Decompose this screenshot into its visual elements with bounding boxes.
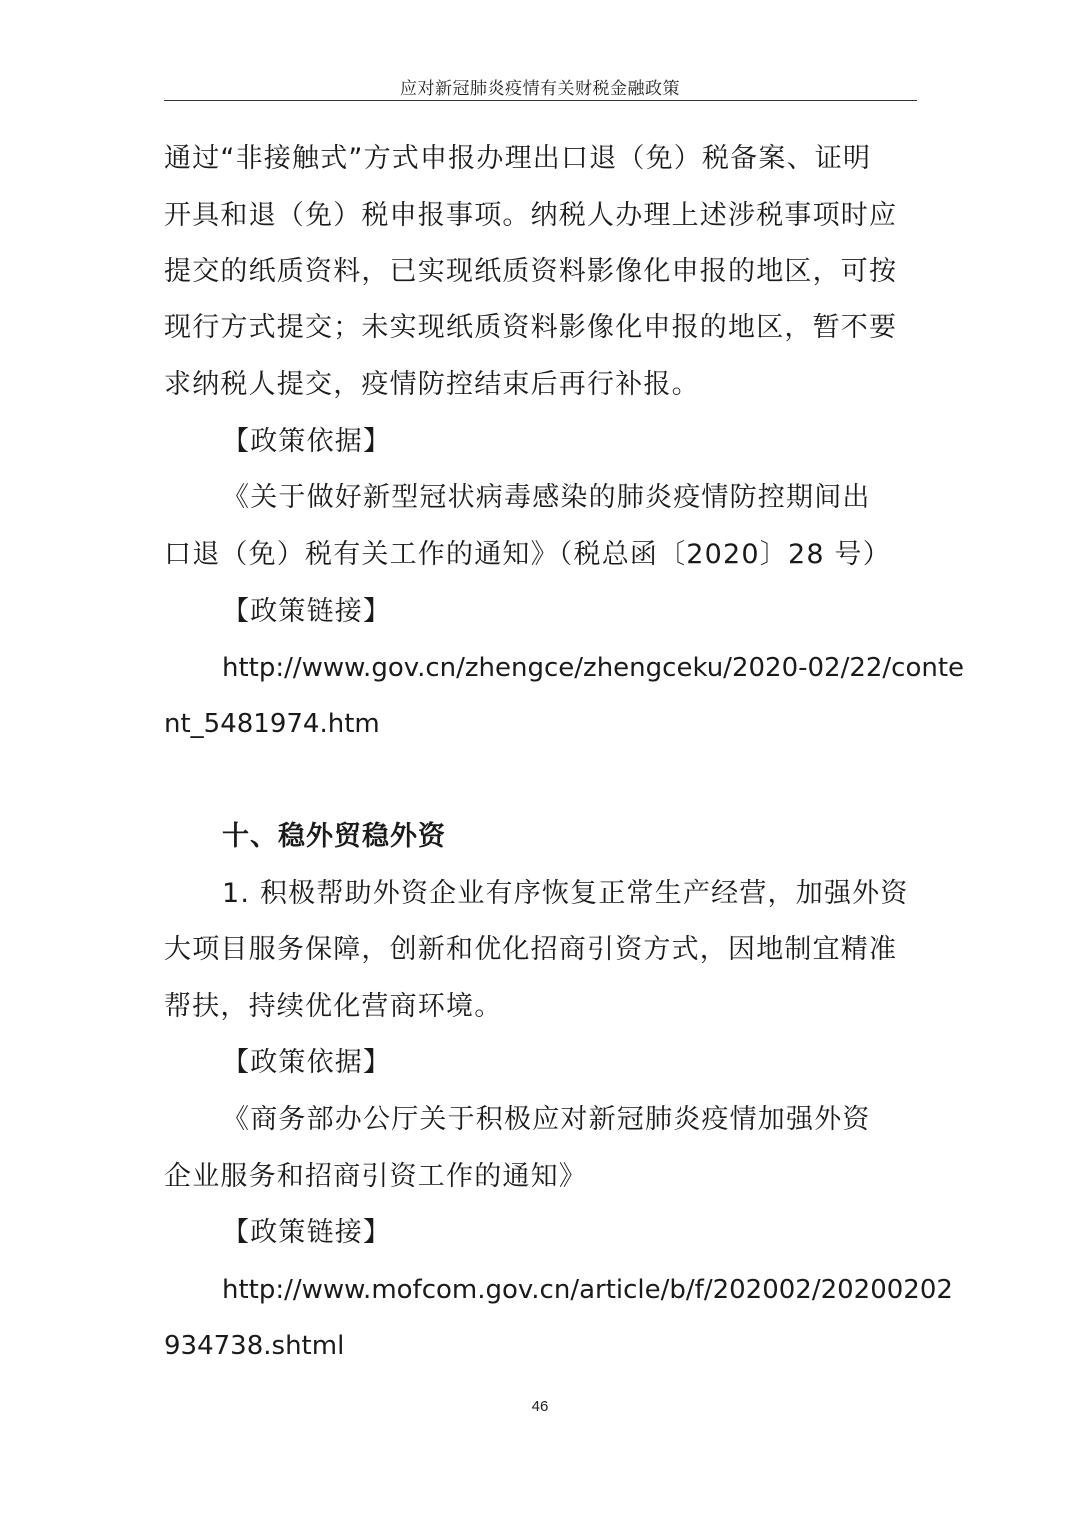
policy-basis-label: 【政策依据】 bbox=[222, 426, 392, 457]
policy-basis-line: 口退（免）税有关工作的通知》（税总函〔2020〕28 号） bbox=[164, 539, 891, 570]
paragraph-line: 大项目服务保障，创新和优化招商引资方式，因地制宜精准 bbox=[164, 934, 898, 965]
page-number: 46 bbox=[531, 1398, 549, 1415]
paragraph-line: 1. 积极帮助外资企业有序恢复正常生产经营，加强外资 bbox=[222, 878, 909, 909]
paragraph-line: 求纳税人提交，疫情防控结束后再行补报。 bbox=[164, 369, 700, 400]
policy-link-url[interactable]: nt_5481974.htm bbox=[164, 709, 380, 739]
paragraph-line: 通过“非接触式”方式申报办理出口退（免）税备案、证明 bbox=[164, 143, 872, 174]
policy-link-label: 【政策链接】 bbox=[222, 1217, 392, 1248]
policy-link-url[interactable]: http://www.gov.cn/zhengce/zhengceku/2020-02/22/conte bbox=[222, 653, 965, 683]
paragraph-line: 帮扶，持续优化营商环境。 bbox=[164, 991, 503, 1022]
policy-basis-line: 《商务部办公厅关于积极应对新冠肺炎疫情加强外资 bbox=[222, 1104, 871, 1135]
policy-link-url[interactable]: 934738.shtml bbox=[164, 1331, 345, 1361]
policy-basis-label: 【政策依据】 bbox=[222, 1047, 392, 1078]
policy-basis-line: 《关于做好新型冠状病毒感染的肺炎疫情防控期间出 bbox=[222, 482, 871, 513]
header-rule bbox=[164, 100, 917, 101]
policy-link-label: 【政策链接】 bbox=[222, 596, 392, 627]
paragraph-line: 现行方式提交；未实现纸质资料影像化申报的地区，暂不要 bbox=[164, 312, 898, 343]
running-header: 应对新冠肺炎疫情有关财税金融政策 bbox=[400, 79, 680, 99]
paragraph-line: 提交的纸质资料，已实现纸质资料影像化申报的地区，可按 bbox=[164, 256, 898, 287]
section-heading: 十、稳外贸稳外资 bbox=[222, 821, 446, 852]
paragraph-line: 开具和退（免）税申报事项。纳税人办理上述涉税事项时应 bbox=[164, 200, 898, 231]
policy-link-url[interactable]: http://www.mofcom.gov.cn/article/b/f/202002/20200202 bbox=[222, 1275, 953, 1305]
policy-basis-line: 企业服务和招商引资工作的通知》 bbox=[164, 1161, 587, 1192]
